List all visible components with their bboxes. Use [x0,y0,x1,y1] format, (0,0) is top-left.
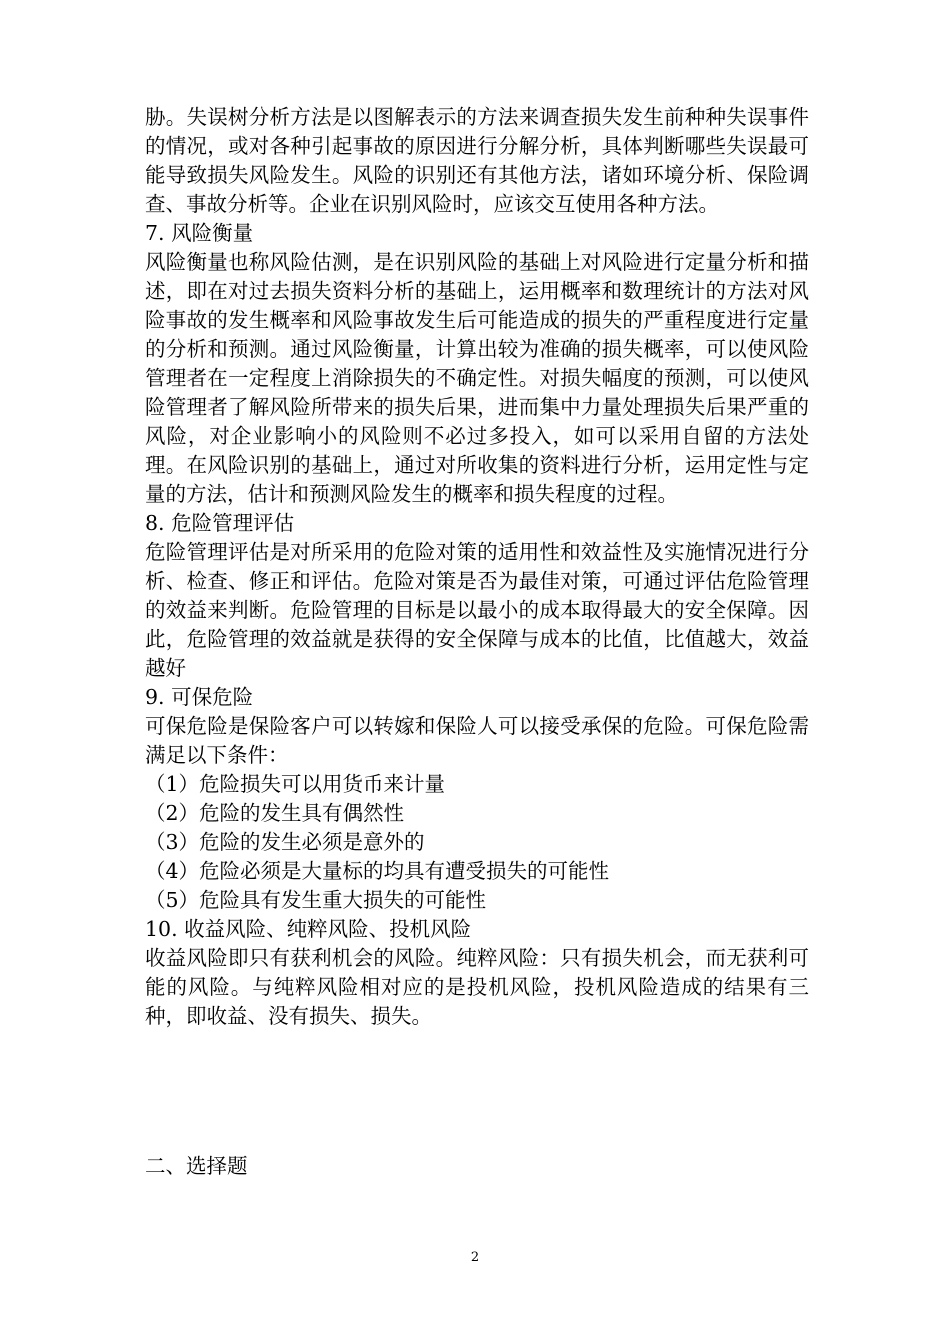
list-item: （2）危险的发生具有偶然性 [145,801,405,825]
paragraph: 胁。失误树分析方法是以图解表示的方法来调查损失发生前种种失误事件的情况，或对各种引起事故的原因进行分解分析，具体判断哪些失误最可能导致损失风险发生。风险的识别还有其他方法，诸如环境分析、保险调查、事故分析等。企业在识别风险时，应该交互使用各种方法。 [145,105,809,216]
page-body [145,103,809,1031]
section-heading: 10. 收益风险、纯粹风险、投机风险 [145,917,472,941]
section-heading: 8. 危险管理评估 [145,511,295,535]
paragraph: 危险管理评估是对所采用的危险对策的适用性和效益性及实施情况进行分析、检查、修正和评估。危险对策是否为最佳对策，可通过评估危险管理的效益来判断。危险管理的目标是以最小的成本取得最大的安全保障。因此，危险管理的效益就是获得的安全保障与成本的比值，比值越大，效益越好 [145,540,809,680]
paragraph: 可保危险是保险客户可以转嫁和保险人可以接受承保的危险。可保危险需满足以下条件： [145,714,809,767]
paragraph: 收益风险即只有获利机会的风险。纯粹风险：只有损失机会，而无获利可能的风险。与纯粹风险相对应的是投机风险，投机风险造成的结果有三种，即收益、没有损失、损失。 [145,946,809,1028]
section-title: 二、选择题 [145,1154,248,1178]
paragraph: 风险衡量也称风险估测，是在识别风险的基础上对风险进行定量分析和描述，即在对过去损失资料分析的基础上，运用概率和数理统计的方法对风险事故的发生概率和风险事故发生后可能造成的损失的严重程度进行定量的分析和预测。通过风险衡量，计算出较为准确的损失概率，可以使风险管理者在一定程度上消除损失的不确定性。对损失幅度的预测，可以使风险管理者了解风险所带来的损失后果，进而集中力量处理损失后果严重的风险，对企业影响小的风险则不必过多投入，如可以采用自留的方法处理。在风险识别的基础上，通过对所收集的资料进行分析，运用定性与定量的方法，估计和预测风险发生的概率和损失程度的过程。 [145,250,809,506]
section-heading: 7. 风险衡量 [145,221,254,245]
list-item: （3）危险的发生必须是意外的 [145,830,425,854]
section-heading: 9. 可保危险 [145,685,254,709]
list-item: （1）危险损失可以用货币来计量 [145,772,446,796]
list-item: （4）危险必须是大量标的均具有遭受损失的可能性 [145,859,610,883]
list-item: （5）危险具有发生重大损失的可能性 [145,888,487,912]
page-number: 2 [470,1250,480,1265]
